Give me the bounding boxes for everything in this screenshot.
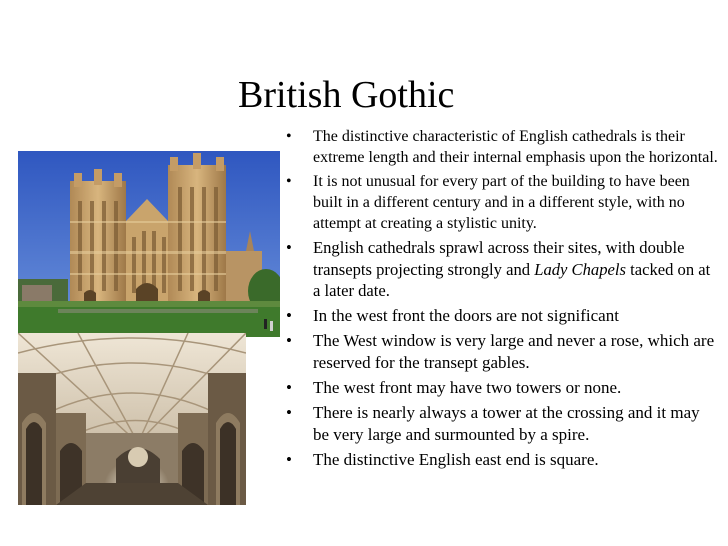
bullet-crossing-tower: • There is nearly always a tower at the crossing and it may be very large and surmounted by a spire. xyxy=(286,402,718,446)
cathedral-nave-interior-photo xyxy=(18,333,246,505)
bullet-square-east-end: • The distinctive English east end is square. xyxy=(286,449,718,471)
bullet-west-front-towers: • The west front may have two towers or none. xyxy=(286,377,718,399)
bullet-west-front-doors: • In the west front the doors are not significant xyxy=(286,305,718,327)
slide-title: British Gothic xyxy=(238,74,455,116)
bullet-length: • The distinctive characteristic of English cathedrals is their extreme length and their internal emphasis upon the horizontal. xyxy=(286,126,718,168)
cathedral-west-front-photo xyxy=(18,151,280,337)
lady-chapels-italic: Lady Chapels xyxy=(534,259,626,279)
bullet-different-centuries: • It is not unusual for every part of the building to have been built in a different century and in a different style, with no attempt at creating a stylistic unity. xyxy=(286,171,718,234)
bullet-west-window: • The West window is very large and never a rose, which are reserved for the transept gables. xyxy=(286,330,718,374)
bullet-list xyxy=(286,126,718,474)
bullet-sprawl: • English cathedrals sprawl across their sites, with double transepts projecting strongly and Lady Chapels tacked on at a later date. xyxy=(286,237,718,302)
